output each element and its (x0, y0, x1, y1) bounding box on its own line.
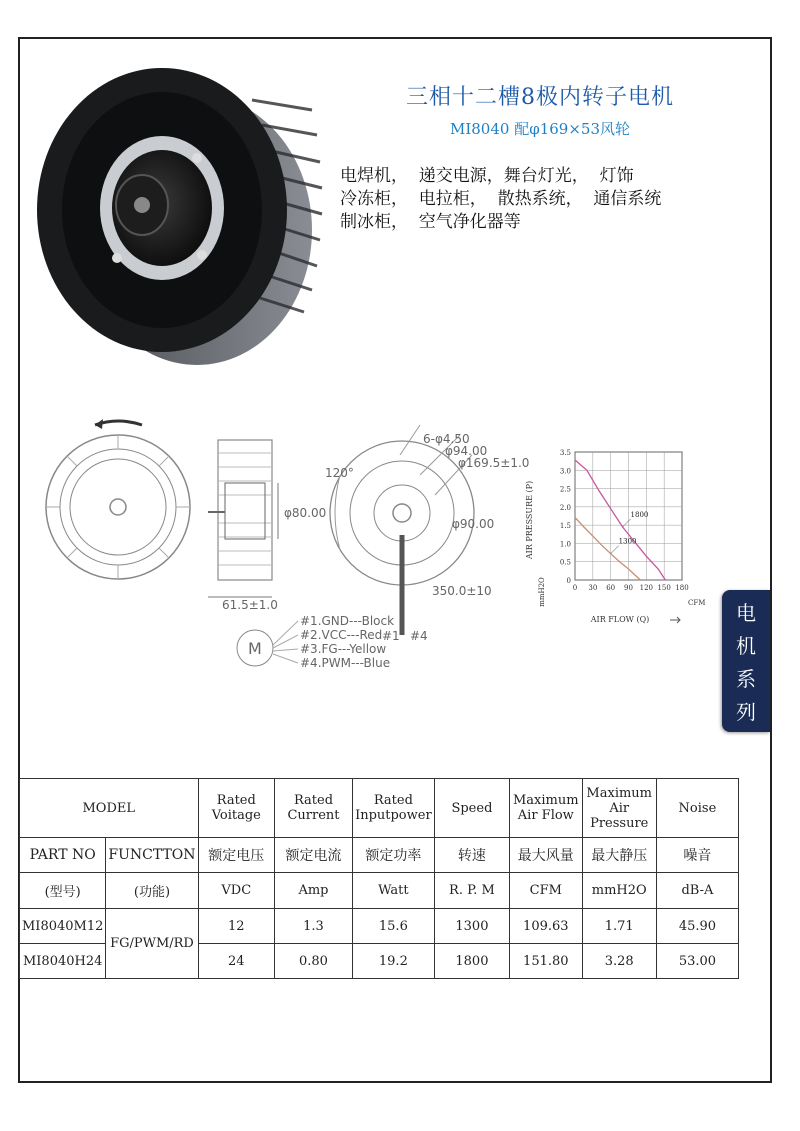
side-view (208, 440, 278, 597)
pin-1-label: #1 (382, 629, 400, 643)
header-function: FUNCTTON (106, 838, 198, 873)
blower-photo (22, 40, 322, 360)
chart-y-ticks (560, 449, 571, 585)
series-leader (611, 546, 619, 554)
motor-label: M (248, 639, 262, 658)
series-line-1300 (575, 518, 640, 581)
cell: 1800 (434, 944, 509, 979)
side-tab-char: 系 (736, 667, 756, 691)
y-tick-label: 0 (566, 577, 571, 585)
chart-x-ticks (573, 584, 689, 592)
header-speed: Speed (434, 779, 509, 838)
cell: 12 (198, 909, 275, 944)
dim-angle: 120° (325, 466, 354, 480)
x-tick-label: 180 (675, 584, 689, 592)
side-tab-char: 机 (736, 634, 756, 658)
x-tick-label: 120 (639, 584, 654, 592)
pin-4-label: #4 (410, 629, 428, 643)
front-view (46, 419, 190, 579)
y-tick-label: 1.5 (559, 522, 571, 531)
side-tab-char: 列 (736, 700, 756, 724)
wire-4: #4.PWM---Blue (300, 656, 391, 670)
x-tick-label: 60 (606, 584, 616, 592)
cn-label: 最大静压 (582, 838, 656, 873)
header-voltage: Rated Voitage (198, 779, 275, 838)
dim-d80: φ80.00 (284, 506, 327, 520)
cell: 0.80 (275, 944, 353, 979)
cell: 53.00 (656, 944, 738, 979)
unit-label: VDC (198, 873, 275, 909)
series-label-1300: 1300 (618, 537, 637, 546)
cell: 109.63 (510, 909, 583, 944)
unit-label: CFM (510, 873, 583, 909)
cn-label: 噪音 (656, 838, 738, 873)
cell: 151.80 (510, 944, 583, 979)
page-subtitle: MI8040 配φ169×53风轮 (449, 120, 630, 138)
cell: 15.6 (352, 909, 434, 944)
dim-width: 61.5±1.0 (222, 598, 278, 612)
dim-lead: 350.0±10 (432, 584, 492, 598)
applications-line: 冷冻柜， 电拉柜， 散热系统， 通信系统 (340, 189, 662, 209)
dim-d9400: φ94.00 (445, 444, 488, 458)
series-side-tab (722, 590, 770, 732)
y-tick-label: 2.0 (559, 503, 571, 512)
cn-label: 转速 (434, 838, 509, 873)
chart-y-label: AIR PRESSURE (P) (525, 480, 534, 560)
header-gongneng: (功能) (106, 873, 198, 909)
header-pressure: Maximum Air Pressure (582, 779, 656, 838)
cell: 3.28 (582, 944, 656, 979)
dim-d90: φ90.00 (452, 517, 495, 531)
wire-3: #3.FG---Yellow (300, 642, 387, 656)
chart-grid (575, 452, 682, 580)
row-model: MI8040H24 (20, 944, 106, 979)
cn-label: 额定功率 (352, 838, 434, 873)
y-tick-label: 3.0 (559, 467, 571, 476)
unit-label: mmH2O (582, 873, 656, 909)
x-tick-label: 30 (588, 584, 598, 592)
series-leader (623, 519, 631, 527)
page-title: 三相十二槽8极内转子电机 (406, 85, 674, 110)
cn-label: 最大风量 (510, 838, 583, 873)
side-tab-char: 电 (736, 601, 756, 625)
chart-x-label: AIR FLOW (Q) (590, 615, 650, 624)
wire-2: #2.VCC---Red (300, 628, 383, 642)
x-tick-label: 150 (657, 584, 671, 592)
cn-label: 额定电流 (275, 838, 353, 873)
row-model: MI8040M12 (20, 909, 106, 944)
x-tick-label: 90 (624, 584, 633, 592)
y-tick-label: 2.5 (559, 485, 571, 494)
cell: 1300 (434, 909, 509, 944)
table-row (20, 909, 739, 944)
cell: 19.2 (352, 944, 434, 979)
arrow-right-icon (670, 617, 680, 623)
chart-x-unit: CFM (688, 599, 706, 607)
header-noise: Noise (656, 779, 738, 838)
applications-line: 制冰柜， 空气净化器等 (340, 212, 521, 232)
applications-list (340, 165, 661, 234)
cell: 45.90 (656, 909, 738, 944)
y-tick-label: 0.5 (559, 558, 571, 567)
header-xinghao: (型号) (20, 873, 106, 909)
header-current: Rated Current (275, 779, 353, 838)
cell: 24 (198, 944, 275, 979)
wire-1: #1.GND---Block (300, 614, 395, 628)
cn-label: 额定电压 (198, 838, 275, 873)
header-model: MODEL (20, 779, 199, 838)
dim-d169: φ169.5±1.0 (458, 456, 530, 470)
pq-chart (520, 440, 720, 630)
cell: 1.3 (275, 909, 353, 944)
header-airflow: Maximum Air Flow (510, 779, 583, 838)
dim-d450: 6-φ4.50 (423, 432, 470, 446)
series-label-1800: 1800 (630, 510, 649, 519)
spec-table (19, 778, 739, 979)
row-function: FG/PWM/RD (106, 909, 198, 979)
unit-label: Amp (275, 873, 353, 909)
applications-line: 电焊机， 递交电源，舞台灯光， 灯饰 (340, 166, 634, 186)
y-tick-label: 3.5 (559, 449, 571, 457)
chart-y-unit: mmH2O (538, 577, 546, 607)
header-power: Rated Inputpower (352, 779, 434, 838)
header-part-no: PART NO (20, 838, 106, 873)
y-tick-label: 1.0 (559, 540, 571, 549)
unit-label: R. P. M (434, 873, 509, 909)
unit-label: dB-A (656, 873, 738, 909)
cell: 1.71 (582, 909, 656, 944)
x-tick-label: 0 (572, 584, 578, 592)
unit-label: Watt (352, 873, 434, 909)
chart-curves (575, 460, 665, 580)
